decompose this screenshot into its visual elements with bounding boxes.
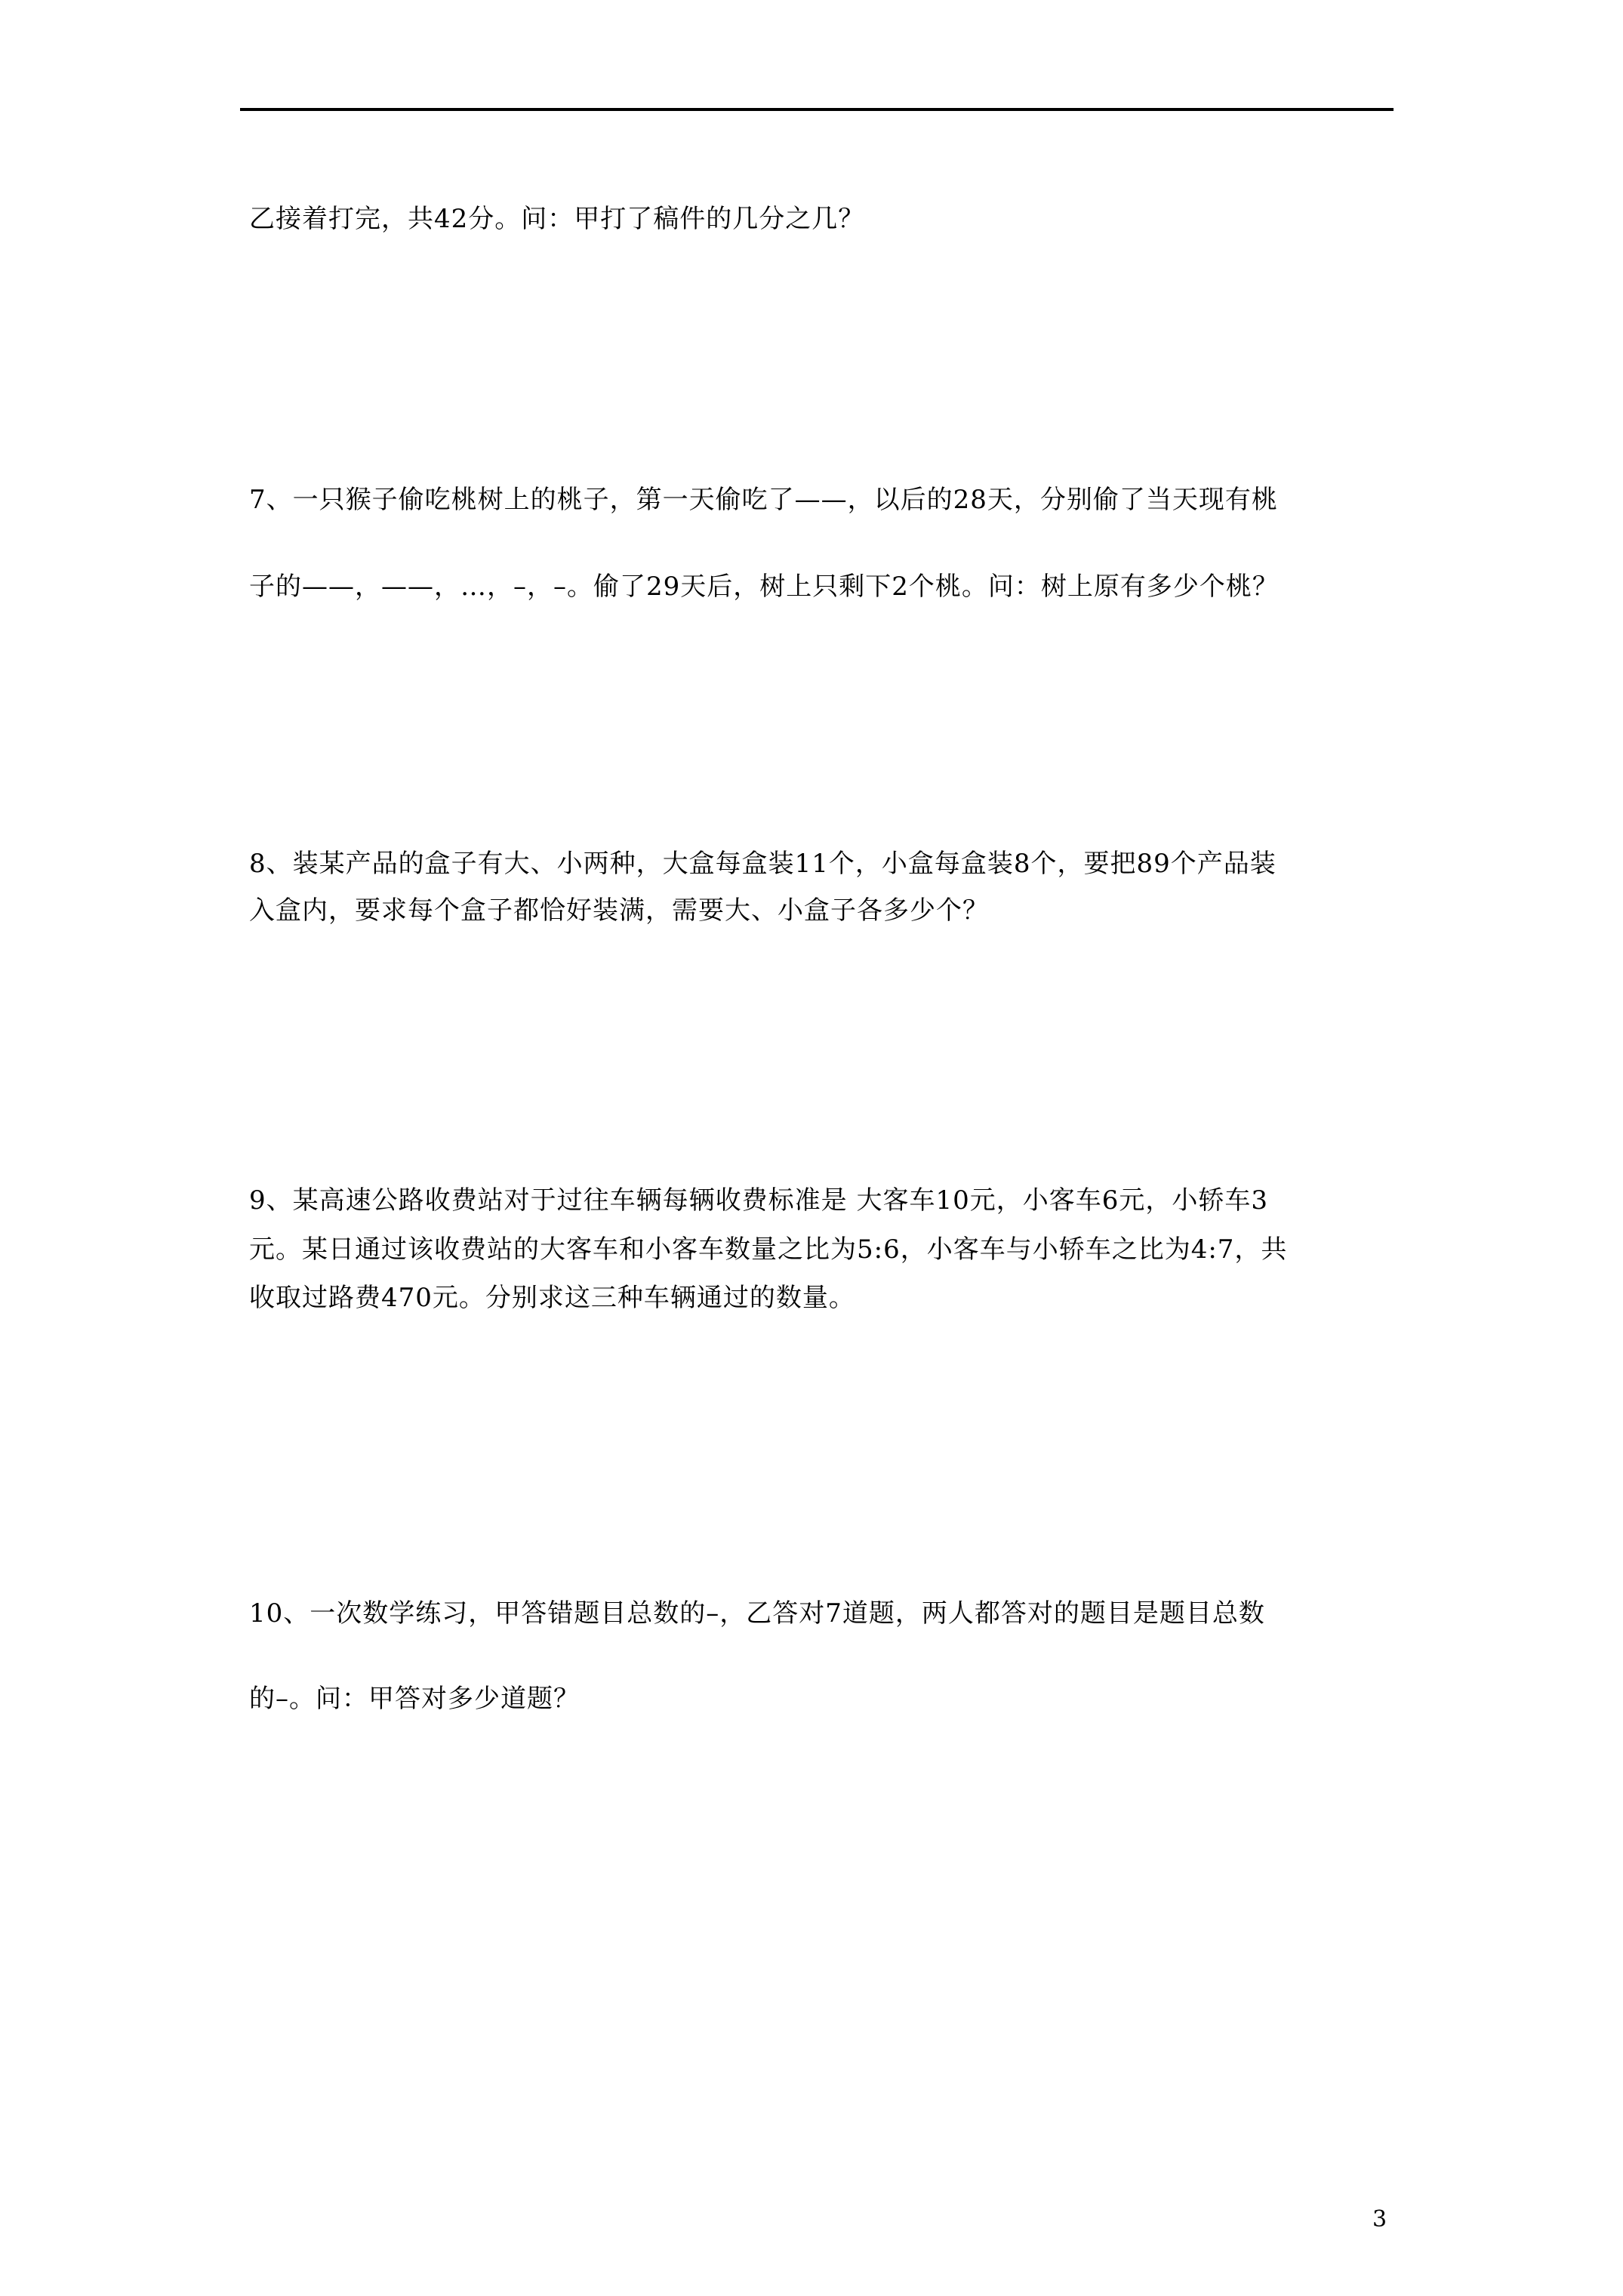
problem-7-line-1: 7、一只猴子偷吃桃树上的桃子，第一天偷吃了——，以后的28天，分别偷了当天现有桃 [249,485,1278,515]
problem-9-line-2: 元。某日通过该收费站的大客车和小客车数量之比为5:6，小客车与小轿车之比为4:7，共 [249,1234,1288,1265]
problem-6-continuation: 乙接着打完，共42分。问：甲打了稿件的几分之几？ [249,204,865,234]
problem-9-line-1: 9、某高速公路收费站对于过往车辆每辆收费标准是 大客车10元，小客车6元，小轿车3 [249,1185,1268,1216]
problem-7-line-2: 子的——，——，…，–，–。偷了29天后，树上只剩下2个桃。问：树上原有多少个桃？ [249,572,1279,602]
problem-10-line-1: 10、一次数学练习，甲答错题目总数的–，乙答对7道题，两人都答对的题目是题目总数 [249,1598,1265,1629]
problem-8-line-2: 入盒内，要求每个盒子都恰好装满，需要大、小盒子各多少个？ [249,895,989,926]
problem-8-line-1: 8、装某产品的盒子有大、小两种，大盒每盒装11个，小盒每盒装8个，要把89个产品装 [249,849,1277,879]
header-rule [240,108,1394,111]
problem-10-line-2: 的–。问：甲答对多少道题？ [249,1684,580,1714]
problem-9-line-3: 收取过路费470元。分别求这三种车辆通过的数量。 [249,1283,855,1313]
page-number: 3 [1372,2206,1387,2233]
